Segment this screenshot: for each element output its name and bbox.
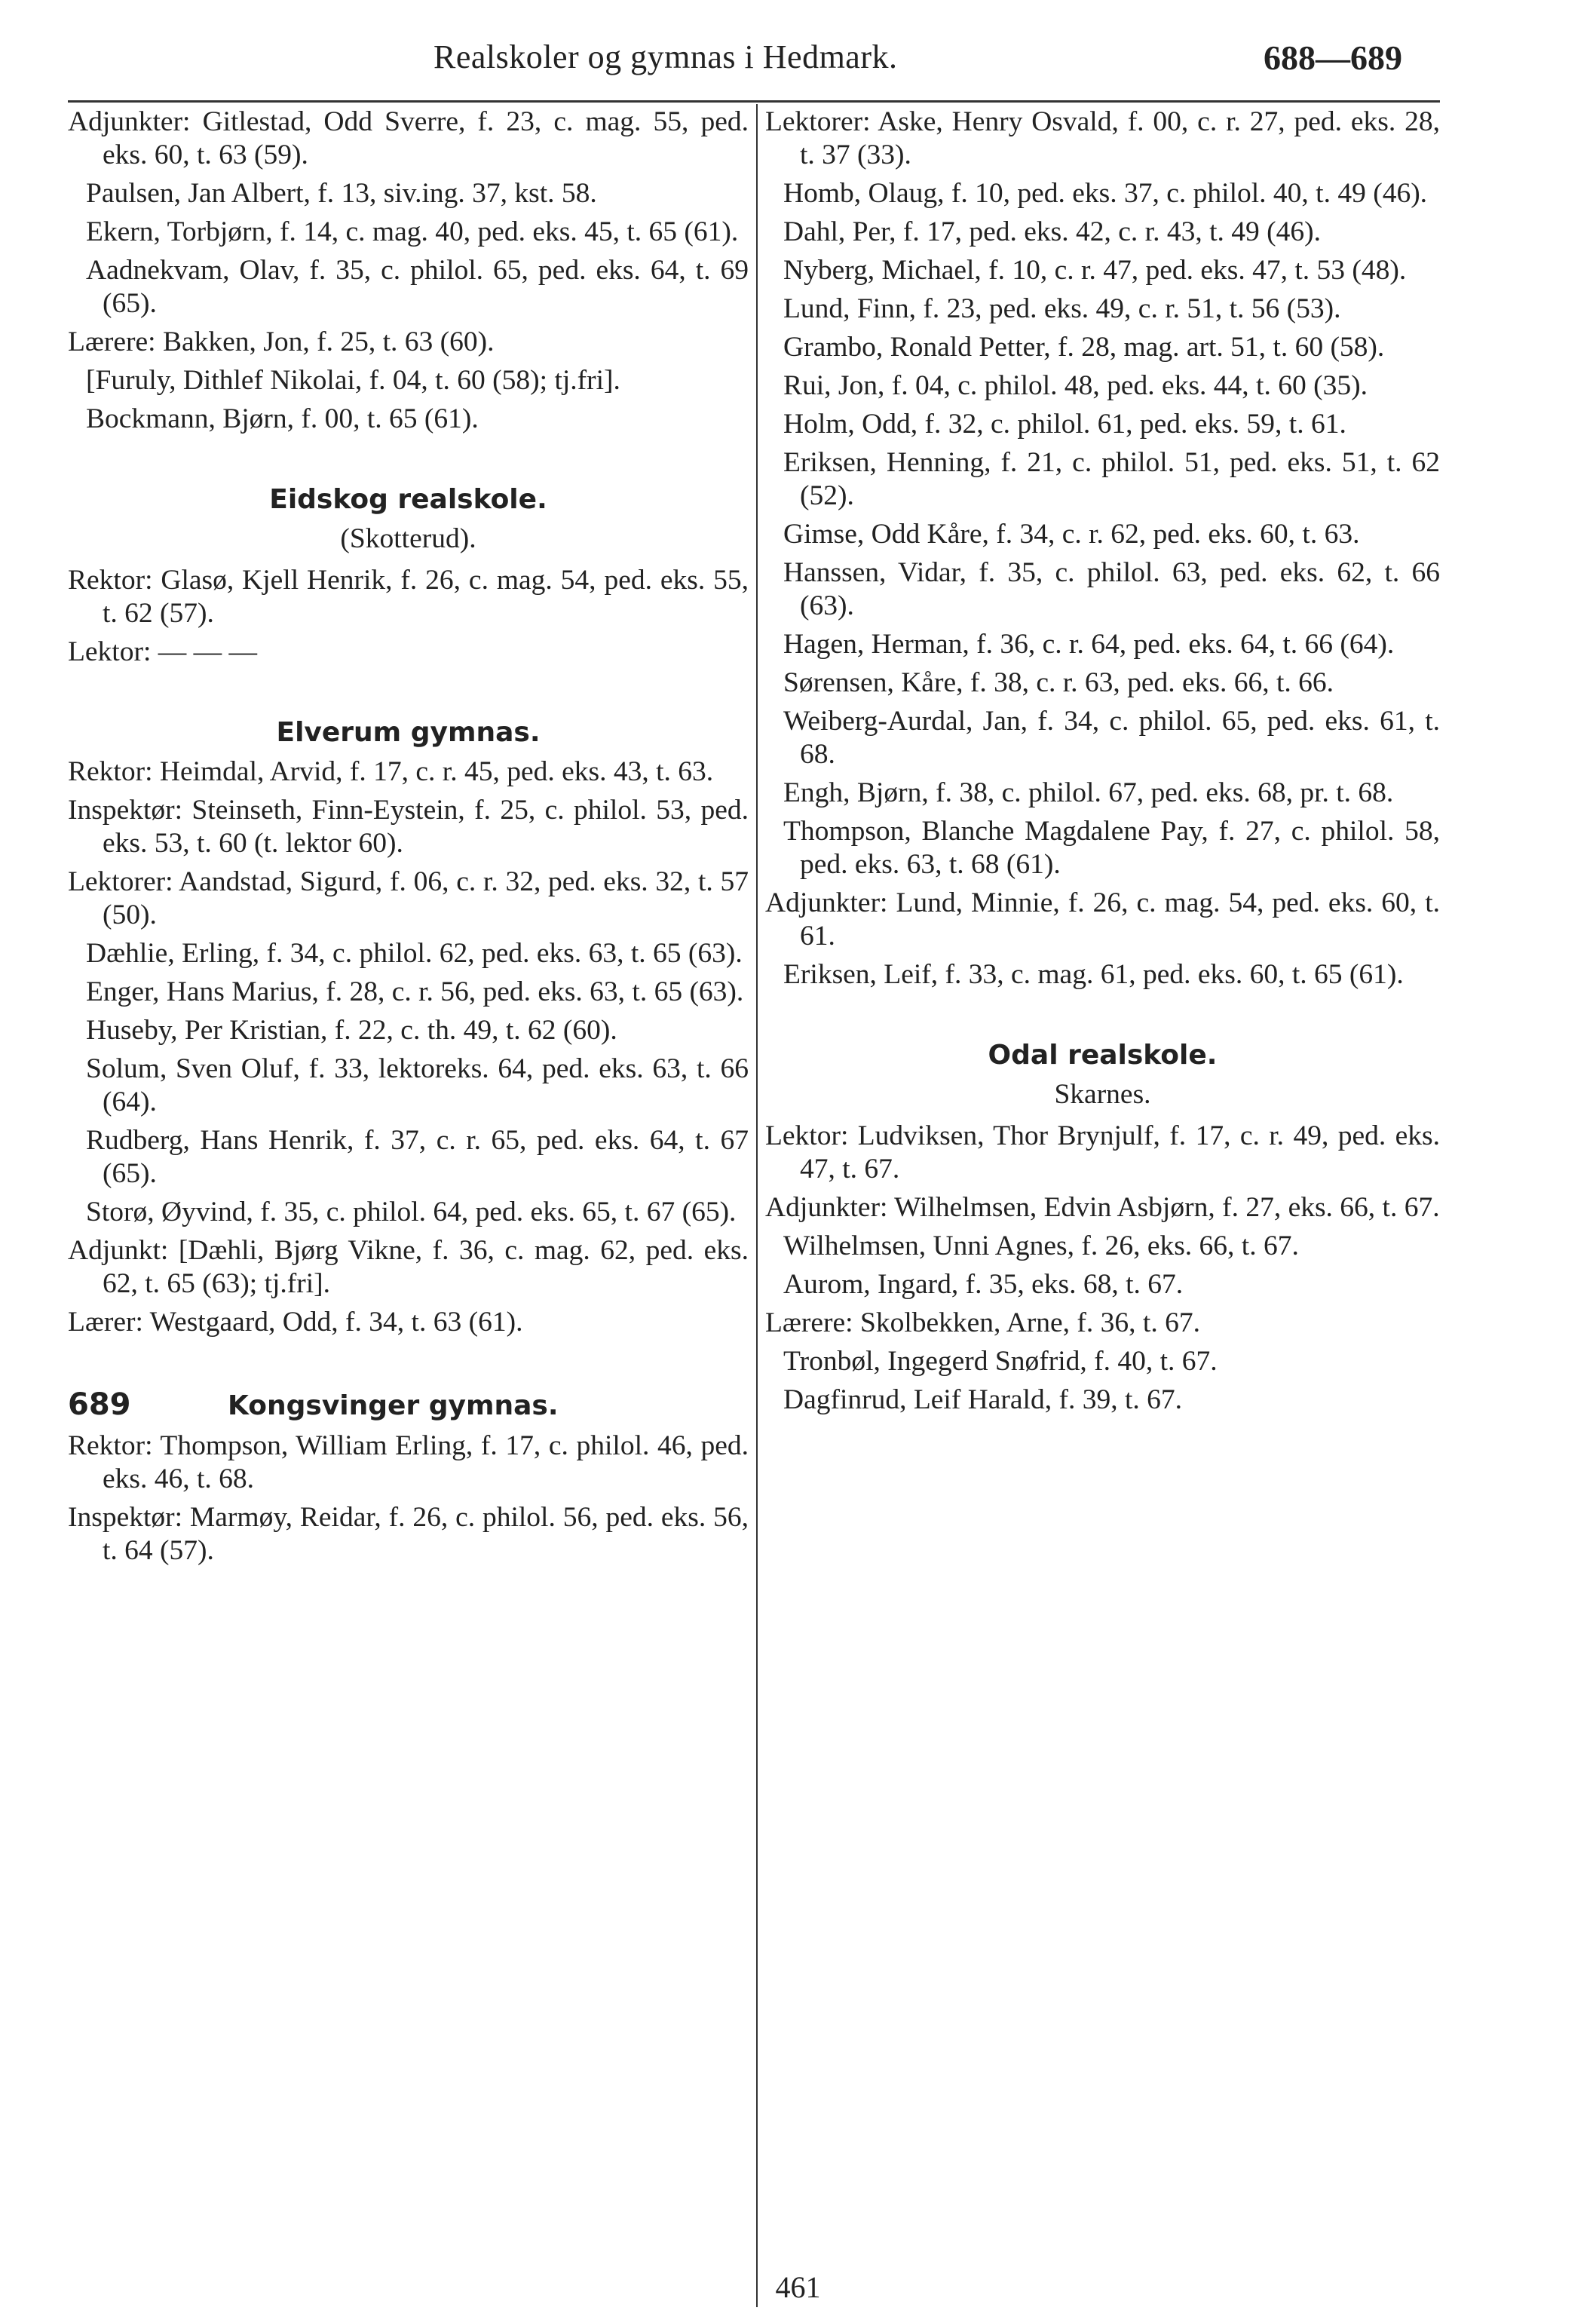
staff-entry: Weiberg-Aurdal, Jan, f. 34, c. philol. 65, ped. eks. 61, t. 68. [783,706,1440,770]
staff-entry: Rudberg, Hans Henrik, f. 37, c. r. 65, ped. eks. 64, t. 67 (65). [86,1125,749,1189]
running-head-page-range: 688—689 [1264,38,1402,77]
staff-entry: Nyberg, Michael, f. 10, c. r. 47, ped. eks. 47, t. 53 (48). [783,255,1407,286]
header-rule [68,100,1440,103]
staff-entry: Dæhlie, Erling, f. 34, c. philol. 62, ped. eks. 63, t. 65 (63). [86,938,743,969]
page-number: 461 [775,2270,821,2304]
role-entry: Inspektør: Marmøy, Reidar, f. 26, c. philol. 56, ped. eks. 56, t. 64 (57). [68,1502,749,1566]
left-column [68,106,749,1573]
staff-entry: Aadnekvam, Olav, f. 35, c. philol. 65, ped. eks. 64, t. 69 (65). [86,255,749,319]
staff-entry: Sørensen, Kåre, f. 38, c. r. 63, ped. eks. 66, t. 66. [783,667,1334,698]
role-entry: Lektorer: Aandstad, Sigurd, f. 06, c. r. 32, ped. eks. 32, t. 57 (50). [68,866,749,930]
right-column [765,106,1440,1422]
staff-entry: Huseby, Per Kristian, f. 22, c. th. 49, t. 62 (60). [86,1015,617,1046]
column-divider [756,104,758,2307]
role-entry: Inspektør: Steinseth, Finn-Eystein, f. 25, c. philol. 53, ped. eks. 53, t. 60 (t. lektor 60). [68,795,749,859]
staff-entry: Bockmann, Bjørn, f. 00, t. 65 (61). [86,403,479,434]
staff-entry: Enger, Hans Marius, f. 28, c. r. 56, ped. eks. 63, t. 65 (63). [86,976,744,1007]
staff-entry: Homb, Olaug, f. 10, ped. eks. 37, c. philol. 40, t. 49 (46). [783,178,1428,209]
role-entry: Lærer: Westgaard, Odd, f. 34, t. 63 (61). [68,1307,523,1338]
section-heading: Eidskog realskole. [269,484,547,515]
role-entry: Adjunkter: Gitlestad, Odd Sverre, f. 23, c. mag. 55, ped. eks. 60, t. 63 (59). [68,106,749,170]
staff-entry: Dahl, Per, f. 17, ped. eks. 42, c. r. 43, t. 49 (46). [783,216,1321,247]
role-entry: Lektor: Ludviksen, Thor Brynjulf, f. 17, c. r. 49, ped. eks. 47, t. 67. [765,1120,1440,1184]
section-location: (Skotterud). [340,523,476,554]
staff-entry: Lund, Finn, f. 23, ped. eks. 49, c. r. 51, t. 56 (53). [783,293,1341,324]
staff-entry: Wilhelmsen, Unni Agnes, f. 26, eks. 66, t. 67. [783,1230,1299,1261]
role-entry: Adjunkt: [Dæhli, Bjørg Vikne, f. 36, c. mag. 62, ped. eks. 62, t. 65 (63); tj.fri]. [68,1235,749,1299]
staff-entry: Engh, Bjørn, f. 38, c. philol. 67, ped. eks. 68, pr. t. 68. [783,777,1394,808]
running-head-title: Realskoler og gymnas i Hedmark. [433,38,898,75]
role-entry: Lektorer: Aske, Henry Osvald, f. 00, c. r. 27, ped. eks. 28, t. 37 (33). [765,106,1440,170]
section-heading [68,1387,749,1422]
running-head [0,30,1596,83]
staff-entry: Grambo, Ronald Petter, f. 28, mag. art. 51, t. 60 (58). [783,332,1385,363]
role-entry: Lærere: Skolbekken, Arne, f. 36, t. 67. [765,1307,1200,1338]
role-entry: Rektor: Heimdal, Arvid, f. 17, c. r. 45, ped. eks. 43, t. 63. [68,756,714,787]
staff-entry: Holm, Odd, f. 32, c. philol. 61, ped. eks. 59, t. 61. [783,409,1346,440]
section-number: 689 [68,1387,131,1422]
staff-entry: Storø, Øyvind, f. 35, c. philol. 64, ped. eks. 65, t. 67 (65). [86,1197,737,1227]
staff-entry: Eriksen, Henning, f. 21, c. philol. 51, ped. eks. 51, t. 62 (52). [783,447,1440,511]
role-entry: Lektor: — — — [68,636,258,667]
staff-entry: Gimse, Odd Kåre, f. 34, c. r. 62, ped. eks. 60, t. 63. [783,519,1360,550]
staff-entry: Tronbøl, Ingegerd Snøfrid, f. 40, t. 67. [783,1346,1218,1377]
section-heading: Odal realskole. [988,1040,1218,1071]
staff-entry: Dagfinrud, Leif Harald, f. 39, t. 67. [783,1384,1183,1415]
role-entry: Rektor: Thompson, William Erling, f. 17, c. philol. 46, ped. eks. 46, t. 68. [68,1430,749,1494]
staff-entry: Hagen, Herman, f. 36, c. r. 64, ped. eks. 64, t. 66 (64). [783,629,1395,660]
role-entry: Adjunkter: Wilhelmsen, Edvin Asbjørn, f. 27, eks. 66, t. 67. [765,1192,1440,1223]
staff-entry: Solum, Sven Oluf, f. 33, lektoreks. 64, ped. eks. 63, t. 66 (64). [86,1053,749,1117]
staff-entry: Paulsen, Jan Albert, f. 13, siv.ing. 37, kst. 58. [86,178,597,209]
staff-entry: Eriksen, Leif, f. 33, c. mag. 61, ped. eks. 60, t. 65 (61). [783,959,1404,990]
section-title: Kongsvinger gymnas. [228,1390,559,1421]
section-location: Skarnes. [1054,1079,1151,1110]
staff-entry: [Furuly, Dithlef Nikolai, f. 04, t. 60 (58); tj.fri]. [86,365,620,396]
role-entry: Adjunkter: Lund, Minnie, f. 26, c. mag. 54, ped. eks. 60, t. 61. [765,887,1440,952]
staff-entry: Hanssen, Vidar, f. 35, c. philol. 63, ped. eks. 62, t. 66 (63). [783,557,1440,621]
staff-entry: Rui, Jon, f. 04, c. philol. 48, ped. eks. 44, t. 60 (35). [783,370,1368,401]
staff-entry: Aurom, Ingard, f. 35, eks. 68, t. 67. [783,1269,1184,1300]
staff-entry: Thompson, Blanche Magdalene Pay, f. 27, c. philol. 58, ped. eks. 63, t. 68 (61). [783,816,1440,880]
role-entry: Rektor: Glasø, Kjell Henrik, f. 26, c. mag. 54, ped. eks. 55, t. 62 (57). [68,565,749,629]
staff-entry: Ekern, Torbjørn, f. 14, c. mag. 40, ped. eks. 45, t. 65 (61). [86,216,739,247]
section-heading: Elverum gymnas. [276,717,541,748]
role-entry: Lærere: Bakken, Jon, f. 25, t. 63 (60). [68,326,495,357]
